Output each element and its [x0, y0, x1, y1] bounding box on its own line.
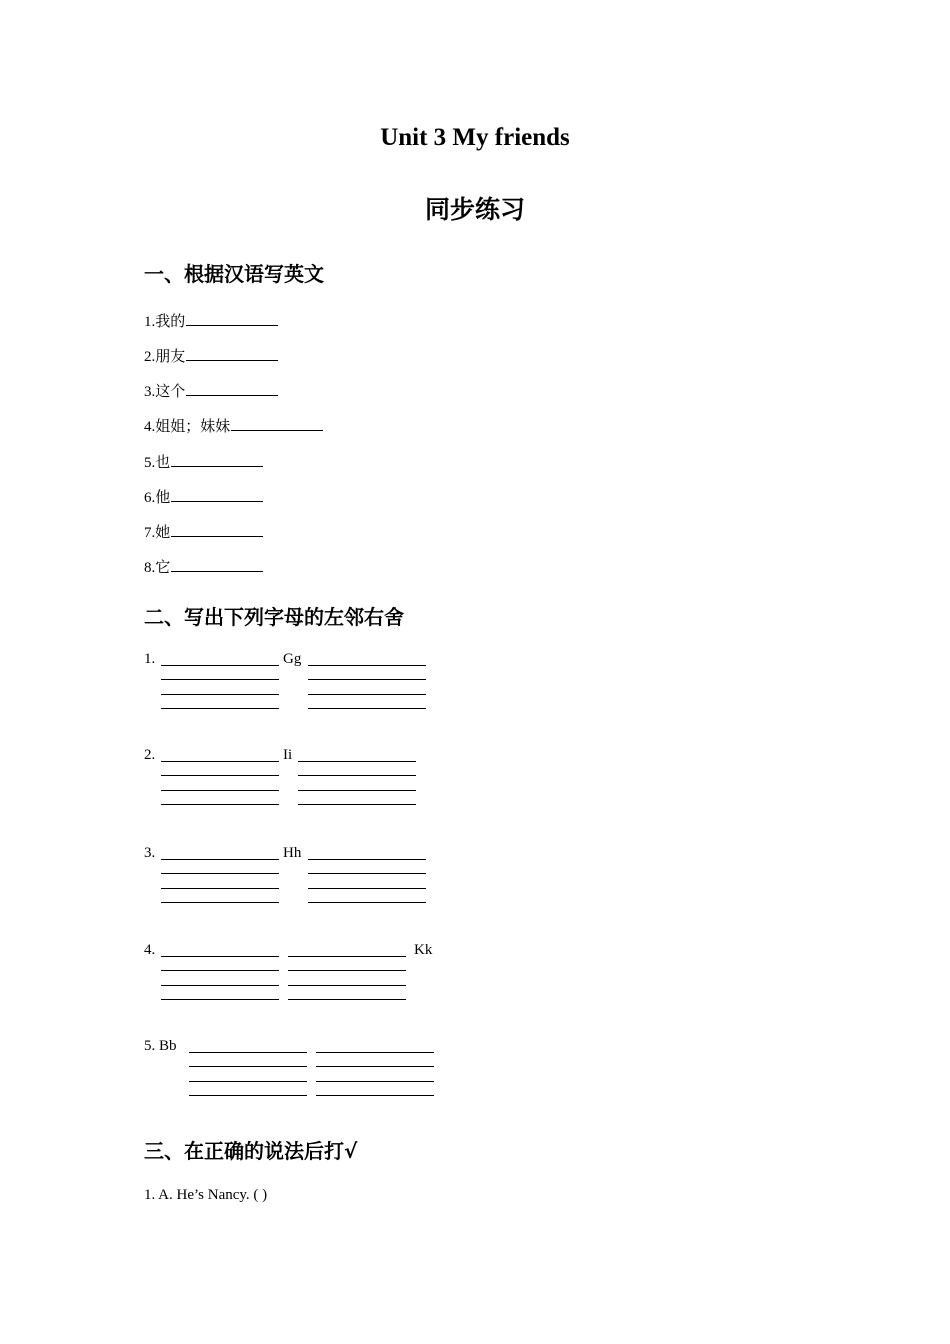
- question-1: 1. A. He’s Nancy. ( ): [144, 1187, 268, 1203]
- row-number-with-letter: 5. Bb: [144, 1038, 177, 1054]
- vocab-item: [144, 310, 278, 331]
- row-number: 4.: [144, 942, 156, 958]
- vocab-prompt: 1.我的: [144, 314, 186, 330]
- left-neighbor-lines[interactable]: [161, 859, 279, 905]
- given-letter: Ii: [283, 747, 293, 763]
- vocab-item: [144, 451, 263, 472]
- letter-row: [144, 747, 464, 807]
- second-neighbor-lines[interactable]: [288, 956, 406, 1002]
- letter-row: [144, 942, 464, 1002]
- vocab-prompt: 3.这个: [144, 384, 186, 400]
- answer-blank[interactable]: [171, 524, 263, 537]
- vocab-item: [144, 521, 263, 542]
- answer-blank[interactable]: [186, 383, 278, 396]
- letter-row: [144, 1038, 464, 1098]
- row-number: 3.: [144, 845, 156, 861]
- right-neighbor-lines[interactable]: [308, 859, 426, 905]
- given-letter: Kk: [414, 942, 433, 958]
- letter-row: [144, 845, 464, 905]
- section1-heading: 一、根据汉语写英文: [144, 262, 324, 286]
- answer-blank[interactable]: [171, 489, 263, 502]
- answer-blank[interactable]: [171, 559, 263, 572]
- page-subtitle: 同步练习: [424, 195, 525, 224]
- vocab-item: [144, 415, 323, 436]
- given-letter: Gg: [283, 651, 302, 667]
- letter-row: [144, 651, 464, 711]
- vocab-prompt: 6.他: [144, 490, 171, 506]
- left-neighbor-lines[interactable]: [161, 665, 279, 711]
- vocab-item: [144, 380, 278, 401]
- vocab-prompt: 8.它: [144, 560, 171, 576]
- vocab-prompt: 2.朋友: [144, 349, 186, 365]
- answer-blank[interactable]: [231, 418, 323, 431]
- vocab-item: [144, 345, 278, 366]
- second-neighbor-lines[interactable]: [316, 1052, 434, 1098]
- answer-blank[interactable]: [171, 454, 263, 467]
- section2-heading: 二、写出下列字母的左邻右舍: [144, 605, 404, 629]
- vocab-item: [144, 556, 263, 577]
- vocab-prompt: 5.也: [144, 455, 171, 471]
- row-number: 2.: [144, 747, 156, 763]
- row-number: 1.: [144, 651, 156, 667]
- vocab-item: [144, 486, 263, 507]
- page-title: Unit 3 My friends: [380, 124, 570, 151]
- answer-blank[interactable]: [186, 313, 278, 326]
- first-neighbor-lines[interactable]: [189, 1052, 307, 1098]
- first-neighbor-lines[interactable]: [161, 956, 279, 1002]
- right-neighbor-lines[interactable]: [298, 761, 416, 807]
- left-neighbor-lines[interactable]: [161, 761, 279, 807]
- right-neighbor-lines[interactable]: [308, 665, 426, 711]
- given-letter: Hh: [283, 845, 302, 861]
- vocab-prompt: 4.姐姐；妹妹: [144, 419, 231, 435]
- answer-blank[interactable]: [186, 348, 278, 361]
- section3-heading: 三、在正确的说法后打√: [144, 1139, 358, 1163]
- vocab-prompt: 7.她: [144, 525, 171, 541]
